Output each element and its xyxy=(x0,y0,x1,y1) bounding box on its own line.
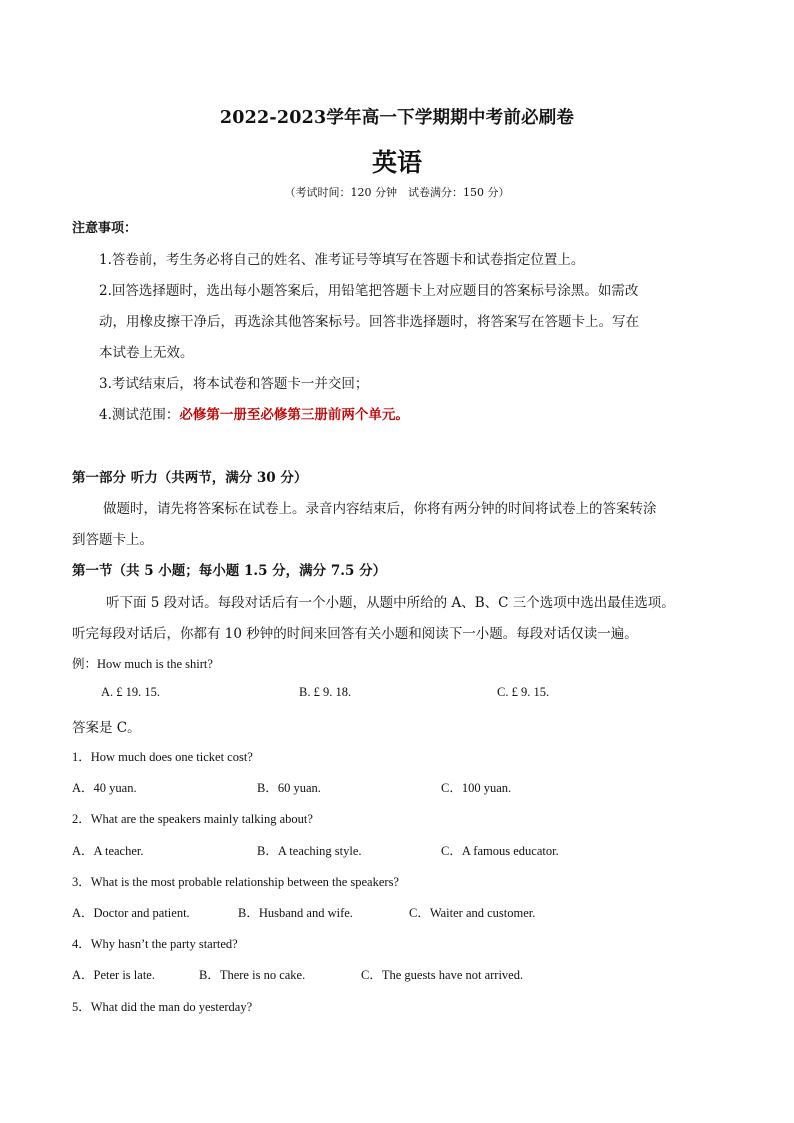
example-option-b: B. £ 9. 18. xyxy=(299,685,352,699)
notice-item-2-line-1: 2.回答选择题时，选出每小题答案后，用铅笔把答题卡上对应题目的答案标号涂黑。如需改 xyxy=(99,283,639,299)
question-1-option-b: B．60 yuan. xyxy=(257,781,321,795)
example-answer: 答案是 C。 xyxy=(72,720,141,736)
example-option-a: A. £ 19. 15. xyxy=(101,685,161,699)
notice-item-3: 3.考试结束后，将本试卷和答题卡一并交回； xyxy=(99,376,369,392)
part1-intro-line-1: 做题时，请先将答案标在试卷上。录音内容结束后，你将有两分钟的时间将试卷上的答案转涂 xyxy=(103,501,657,517)
example-option-c: C. £ 9. 15. xyxy=(497,685,550,699)
question-4-option-a: A．Peter is late. xyxy=(72,968,155,982)
question-3-option-b: B．Husband and wife. xyxy=(238,906,353,920)
notice-item-2-line-2: 动，用橡皮擦干净后，再选涂其他答案标号。回答非选择题时，将答案写在答题卡上。写在 xyxy=(99,314,639,330)
section1-instruction-line-1: 听下面 5 段对话。每段对话后有一个小题，从题中所给的 A、B、C 三个选项中选出最佳选项。 xyxy=(106,595,675,611)
notice-item-4 xyxy=(99,403,409,423)
exam-title: 2022-2023学年高一下学期期中考前必刷卷 xyxy=(219,108,575,128)
part1-intro-line-2: 到答题卡上。 xyxy=(72,532,153,548)
question-1-option-a: A．40 yuan. xyxy=(72,781,137,795)
notice-item-2-line-3: 本试卷上无效。 xyxy=(99,345,194,361)
subject-title: 英语 xyxy=(371,148,422,177)
section1-heading: 第一节（共 5 小题；每小题 1.5 分，满分 7.5 分） xyxy=(72,563,387,579)
notice-item-4-prefix: 4.测试范围： xyxy=(99,407,180,423)
question-3-option-c: C．Waiter and customer. xyxy=(409,906,536,920)
notice-heading: 注意事项： xyxy=(72,221,138,236)
question-3: 3．What is the most probable relationship between the speakers? xyxy=(72,875,399,889)
question-2: 2．What are the speakers mainly talking about? xyxy=(72,812,313,826)
question-4-option-c: C．The guests have not arrived. xyxy=(361,968,524,982)
part1-heading: 第一部分 听力（共两节，满分 30 分） xyxy=(72,470,308,486)
exam-info: （考试时间：120 分钟 试卷满分：150 分） xyxy=(284,186,510,199)
section1-instruction-line-2: 听完每段对话后，你都有 10 秒钟的时间来回答有关小题和阅读下一小题。每段对话仅读一遍。 xyxy=(72,626,638,642)
question-4-option-b: B．There is no cake. xyxy=(199,968,306,982)
question-1: 1．How much does one ticket cost? xyxy=(72,750,253,764)
question-4: 4．Why hasn’t the party started? xyxy=(72,937,238,951)
question-2-option-a: A．A teacher. xyxy=(72,844,144,858)
test-scope: 必修第一册至必修第三册前两个单元。 xyxy=(179,407,409,423)
question-5: 5．What did the man do yesterday? xyxy=(72,1000,253,1014)
example-question: 例：How much is the shirt? xyxy=(72,657,213,671)
question-2-option-b: B．A teaching style. xyxy=(257,844,362,858)
notice-item-1: 1.答卷前，考生务必将自己的姓名、准考证号等填写在答题卡和试卷指定位置上。 xyxy=(99,252,585,268)
question-1-option-c: C．100 yuan. xyxy=(441,781,512,795)
question-3-option-a: A．Doctor and patient. xyxy=(72,906,190,920)
question-2-option-c: C．A famous educator. xyxy=(441,844,559,858)
